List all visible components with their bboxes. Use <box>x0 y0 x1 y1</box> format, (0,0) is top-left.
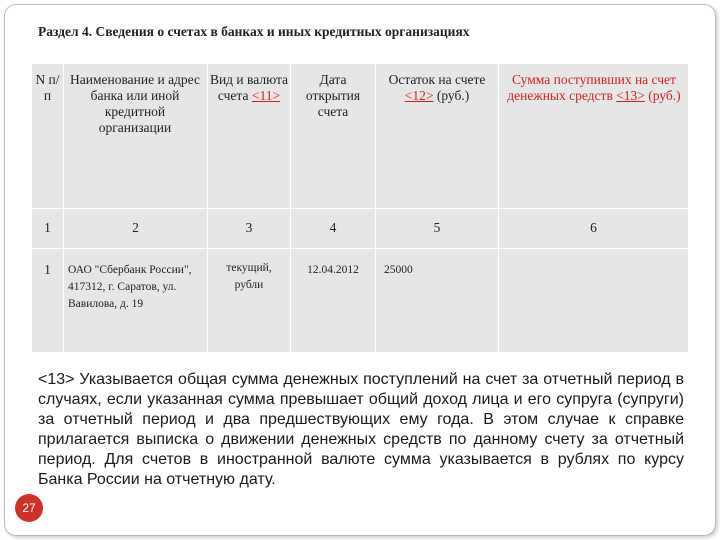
section-title: Раздел 4. Сведения о счетах в банках и иных кредитных организациях <box>38 24 470 39</box>
row-balance: 25000 <box>384 264 413 276</box>
footnote-link-13[interactable]: <13> <box>616 88 645 103</box>
header-receipts-unit: (руб.) <box>648 88 681 103</box>
header-account-type <box>208 72 290 104</box>
header-receipts-text: Сумма поступивших на счет денежных средств <box>507 72 676 103</box>
table-divider <box>32 248 688 249</box>
slide-number-badge: 27 <box>15 494 43 522</box>
header-balance-unit: (руб.) <box>436 88 470 103</box>
row-open-date: 12.04.2012 <box>307 264 359 276</box>
header-account-type-text: Вид и валюта счета <box>209 72 289 103</box>
table-divider <box>32 208 688 209</box>
column-number: 4 <box>329 220 337 235</box>
row-account-type: текущий, рубли <box>226 262 272 291</box>
header-open-date: Дата открытия счета <box>305 72 361 119</box>
footnote-13-text: <13> Указывается общая сумма денежных поступлений на счет за отчетный период в случаях, если указанная сумма превышает общий доход лица и его супруга (супруги) за отчетный период и два предшествующих ему года. В этом случае к справке прилагается выписка о движении денежных средств по данному счету за отчетный период. Для счетов в иностранной валюте сумма указывается в рублях по курсу Банка России на отчетную дату. <box>38 371 684 488</box>
column-number: 1 <box>44 220 51 235</box>
column-number: 3 <box>245 220 253 235</box>
footnote-link-12[interactable]: <12> <box>404 88 434 103</box>
header-receipts <box>504 72 684 104</box>
row-num: 1 <box>44 262 51 277</box>
header-bank: Наименование и адрес банка или иной кредитной организации <box>69 72 200 135</box>
header-balance-text: Остаток на счете <box>388 72 486 87</box>
column-number: 5 <box>433 220 441 235</box>
footnote-link-11[interactable]: <11> <box>251 88 281 103</box>
accounts-table <box>32 64 688 352</box>
header-num: N п/п <box>35 72 60 103</box>
row-bank: ОАО "Сбербанк России", 417312, г. Саратов, ул. Вавилова, д. 19 <box>68 264 192 310</box>
header-balance <box>376 72 498 104</box>
column-number: 2 <box>132 220 139 235</box>
column-number: 6 <box>590 220 597 235</box>
